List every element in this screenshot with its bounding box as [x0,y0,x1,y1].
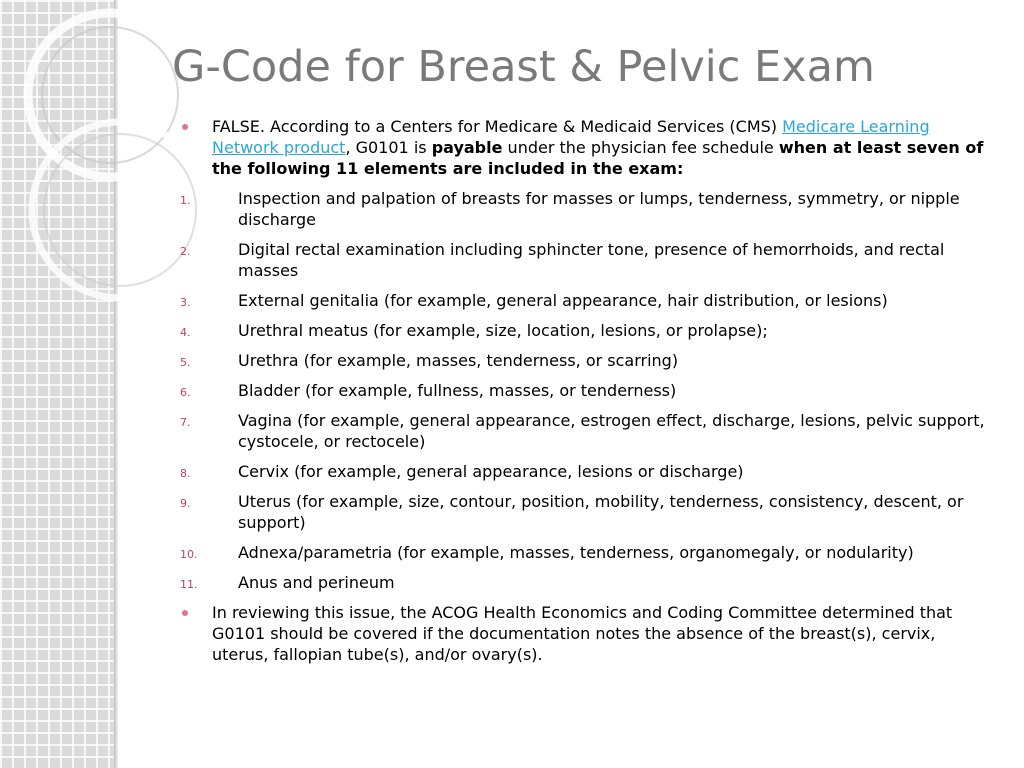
decorative-arcs [0,0,200,330]
list-number: 11. [180,578,198,591]
list-item-text: Vagina (for example, general appearance, estrogen effect, discharge, lesions, pelvic support, cystocele, or rectocele) [238,411,985,451]
list-item [180,572,990,593]
list-number: 10. [180,548,198,561]
intro-text-1: FALSE. According to a Centers for Medicare & Medicaid Services (CMS) [212,117,783,136]
list-item-text: Urethra (for example, masses, tenderness, or scarring) [238,351,679,370]
list-number: 6. [180,386,191,399]
bullet-dot-icon [182,610,188,616]
list-number: 9. [180,497,191,510]
list-item-text: Inspection and palpation of breasts for masses or lumps, tenderness, symmetry, or nipple discharge [238,189,960,229]
medicare-learning-network-link[interactable]: Medicare Learning Network product [212,117,930,157]
list-number: 7. [180,416,191,429]
list-item-text: Adnexa/parametria (for example, masses, tenderness, organomegaly, or nodularity) [238,543,914,562]
list-item [180,239,990,281]
list-item-text: Anus and perineum [238,573,395,592]
list-number: 4. [180,326,191,339]
list-number: 5. [180,356,191,369]
intro-text-2: , G0101 is [345,138,432,157]
list-item [180,320,990,341]
list-item-text: External genitalia (for example, general appearance, hair distribution, or lesions) [238,291,888,310]
list-number: 3. [180,296,191,309]
closing-text: In reviewing this issue, the ACOG Health Economics and Coding Committee determined that G0101 should be covered if the documentation notes the absence of the breast(s), cervix, uterus, fallopian tube(s), and/or ovary(s). [212,603,953,664]
list-item [180,380,990,401]
list-item [180,350,990,371]
condition-text: when at least seven of the following 11 elements are included in the exam: [212,138,984,178]
list-item [180,188,990,230]
bullet-intro [180,116,990,179]
bullet-dot-icon [182,124,188,130]
list-item [180,542,990,563]
list-item [180,491,990,533]
list-number: 8. [180,467,191,480]
intro-text-3: under the physician fee schedule [502,138,779,157]
list-item-text: Cervix (for example, general appearance, lesions or discharge) [238,462,744,481]
bullet-closing [180,602,990,665]
list-number: 1. [180,194,191,207]
list-item [180,290,990,311]
list-number: 2. [180,245,191,258]
list-item [180,461,990,482]
slide-title: G-Code for Breast & Pelvic Exam [172,42,875,92]
slide-content [180,116,990,674]
list-item-text: Urethral meatus (for example, size, location, lesions, or prolapse); [238,321,768,340]
payable-text: payable [431,138,503,157]
list-item-text: Bladder (for example, fullness, masses, or tenderness) [238,381,677,400]
list-item-text: Digital rectal examination including sphincter tone, presence of hemorrhoids, and rectal masses [238,240,945,280]
list-item [180,410,990,452]
list-item-text: Uterus (for example, size, contour, position, mobility, tenderness, consistency, descent, or support) [238,492,964,532]
